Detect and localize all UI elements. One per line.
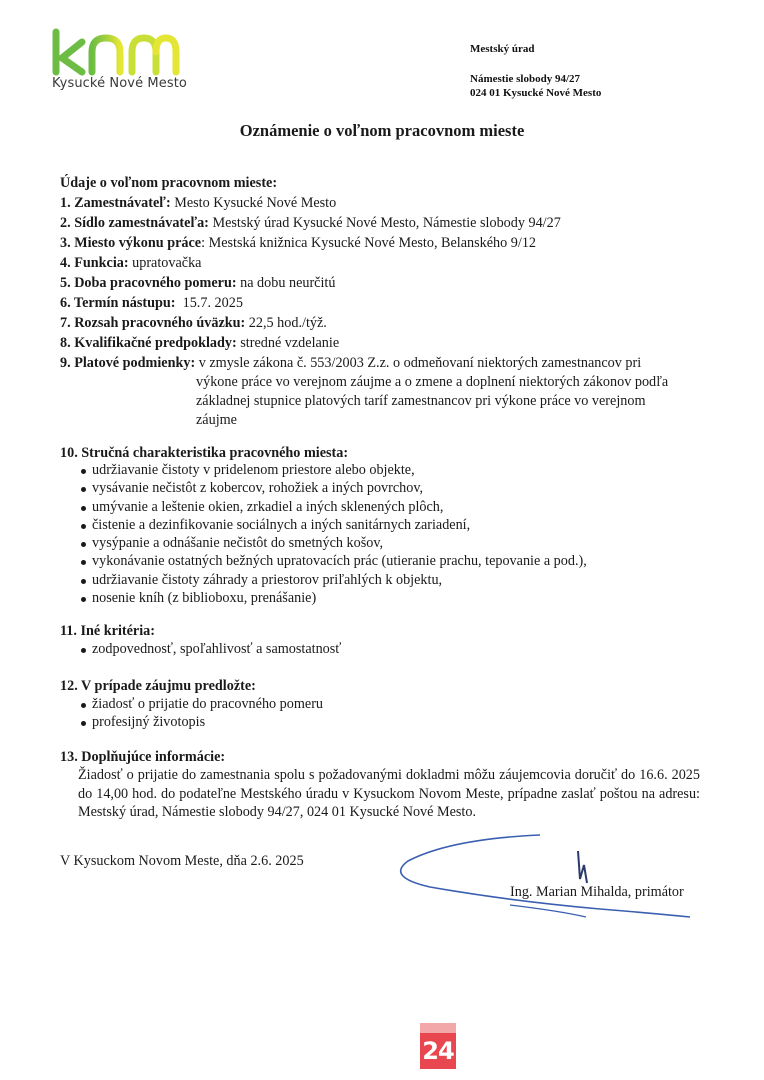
- logo-text: Kysucké Nové Mesto: [52, 76, 187, 91]
- detail-item-4: [60, 255, 201, 272]
- list-item: [60, 714, 323, 732]
- bullet-icon: [81, 721, 86, 726]
- list-item-text: žiadosť o prijatie do pracovného pomeru: [92, 696, 324, 712]
- section-10-list: [60, 462, 587, 608]
- list-item: [60, 462, 587, 480]
- office-name: Mestský úrad: [470, 43, 535, 55]
- section-13-text: Žiadosť o prijatie do zamestnania spolu s požadovanými dokladmi môžu záujemcovia doručiť do 16.6. 2025 do 14,00 hod. do podateľne Mestského úradu v Kysuckom Novom Meste, prípadne zaslať poštou na adresu: Mestský úrad, Námestie slobody 94/27, 024 01 Kysucké Nové Mesto.: [78, 767, 700, 820]
- bullet-icon: [81, 579, 86, 584]
- detail-item-6: [60, 295, 243, 312]
- details-heading: Údaje o voľnom pracovnom mieste:: [60, 175, 278, 191]
- list-item: [60, 517, 587, 535]
- detail-label: 7. Rozsah pracovného úväzku:: [60, 315, 246, 331]
- detail-value: upratovačka: [128, 255, 202, 271]
- detail-item-9: [60, 355, 641, 372]
- detail-label: 9. Platové podmienky:: [60, 355, 196, 371]
- section-12-heading: 12. V prípade záujmu predložte:: [60, 678, 256, 694]
- list-item: [60, 499, 587, 517]
- page-number-badge: [420, 1023, 456, 1069]
- list-item-text: nosenie kníh (z biblioboxu, prenášanie): [92, 590, 317, 607]
- bullet-icon: [81, 506, 86, 511]
- detail-item-9-cont-2: základnej stupnice platových taríf zamestnancov pri výkone práce vo verejnom: [196, 393, 646, 409]
- list-item-text: čistenie a dezinfikovanie sociálnych a iných sanitárnych zariadení,: [92, 516, 471, 533]
- detail-value: Mestský úrad Kysucké Nové Mesto, Námestie slobody 94/27: [208, 215, 561, 231]
- detail-label: 1. Zamestnávateľ:: [60, 195, 171, 211]
- bullet-icon: [81, 648, 86, 653]
- office-street: Námestie slobody 94/27: [470, 72, 580, 85]
- detail-value: Mesto Kysucké Nové Mesto: [170, 195, 337, 211]
- bullet-icon: [81, 487, 86, 492]
- list-item-text: vysávanie nečistôt z kobercov, rohožiek a iných povrchov,: [92, 480, 424, 497]
- document-title: Oznámenie o voľnom pracovnom mieste: [239, 121, 525, 140]
- handwritten-signature: [390, 825, 710, 925]
- office-address: [470, 42, 601, 101]
- list-item: [60, 553, 587, 571]
- detail-label: 5. Doba pracovného pomeru:: [60, 275, 237, 291]
- list-item: [60, 480, 587, 498]
- detail-item-5: [60, 275, 335, 292]
- page-number: 24: [420, 1033, 456, 1069]
- bullet-icon: [81, 524, 86, 529]
- list-item-text: vysýpanie a odnášanie nečistôt do smetných košov,: [92, 535, 384, 552]
- detail-label: 6. Termín nástupu:: [60, 295, 176, 311]
- list-item-text: udržiavanie čistoty v pridelenom priestore alebo objekte,: [92, 462, 415, 478]
- detail-value: na dobu neurčitú: [236, 275, 336, 291]
- office-city: 024 01 Kysucké Nové Mesto: [470, 87, 602, 99]
- section-13-heading: 13. Doplňujúce informácie:: [60, 749, 226, 765]
- bullet-icon: [81, 597, 86, 602]
- detail-value: v zmysle zákona č. 553/2003 Z.z. o odmeňovaní niektorých zamestnancov pri: [195, 355, 642, 371]
- list-item: [60, 696, 323, 714]
- detail-item-9-cont-3: záujme: [196, 412, 237, 428]
- list-item-text: umývanie a leštenie okien, zrkadiel a iných sklenených plôch,: [92, 498, 444, 515]
- detail-label: 8. Kvalifikačné predpoklady:: [60, 335, 237, 351]
- detail-label: 2. Sídlo zamestnávateľa:: [60, 215, 209, 231]
- list-item: [60, 572, 587, 590]
- detail-value: 22,5 hod./týž.: [245, 315, 327, 331]
- detail-value: : Mestská knižnica Kysucké Nové Mesto, Belanského 9/12: [201, 235, 537, 251]
- detail-item-8: [60, 335, 339, 352]
- section-10-heading: 10. Stručná charakteristika pracovného miesta:: [60, 445, 349, 461]
- detail-item-1: [60, 195, 336, 212]
- bullet-icon: [81, 542, 86, 547]
- signer-name: Ing. Marian Mihalda, primátor: [510, 884, 684, 900]
- bullet-icon: [81, 703, 86, 708]
- badge-top-strip: [420, 1023, 456, 1033]
- list-item: [60, 535, 587, 553]
- section-12-list: [60, 696, 323, 733]
- detail-label: 4. Funkcia:: [60, 255, 129, 271]
- detail-item-3: [60, 235, 536, 252]
- bullet-icon: [81, 469, 86, 474]
- bullet-icon: [81, 560, 86, 565]
- list-item-text: vykonávanie ostatných bežných upratovacích prác (utieranie prachu, tepovanie a pod.),: [92, 553, 587, 570]
- list-item-text: zodpovednosť, spoľahlivosť a samostatnosť: [92, 641, 342, 657]
- detail-item-2: [60, 215, 561, 232]
- list-item-text: profesijný životopis: [92, 714, 206, 731]
- list-item: [60, 590, 587, 608]
- detail-item-9-cont-1: výkone práce vo verejnom záujme a o zmene a doplnení niektorých zákonov podľa: [196, 374, 669, 390]
- section-11-heading: 11. Iné kritéria:: [60, 623, 155, 639]
- detail-item-7: [60, 315, 327, 332]
- detail-value: 15.7. 2025: [175, 295, 243, 311]
- city-logo: [52, 28, 192, 98]
- detail-value: stredné vzdelanie: [236, 335, 340, 351]
- kysucke-nove-mesto-logo-mark: [52, 28, 182, 76]
- place-and-date: V Kysuckom Novom Meste, dňa 2.6. 2025: [60, 853, 304, 869]
- list-item-text: udržiavanie čistoty záhrady a priestorov priľahlých k objektu,: [92, 571, 443, 588]
- list-item: [60, 641, 341, 659]
- section-11-list: [60, 641, 341, 659]
- detail-label: 3. Miesto výkonu práce: [60, 235, 202, 251]
